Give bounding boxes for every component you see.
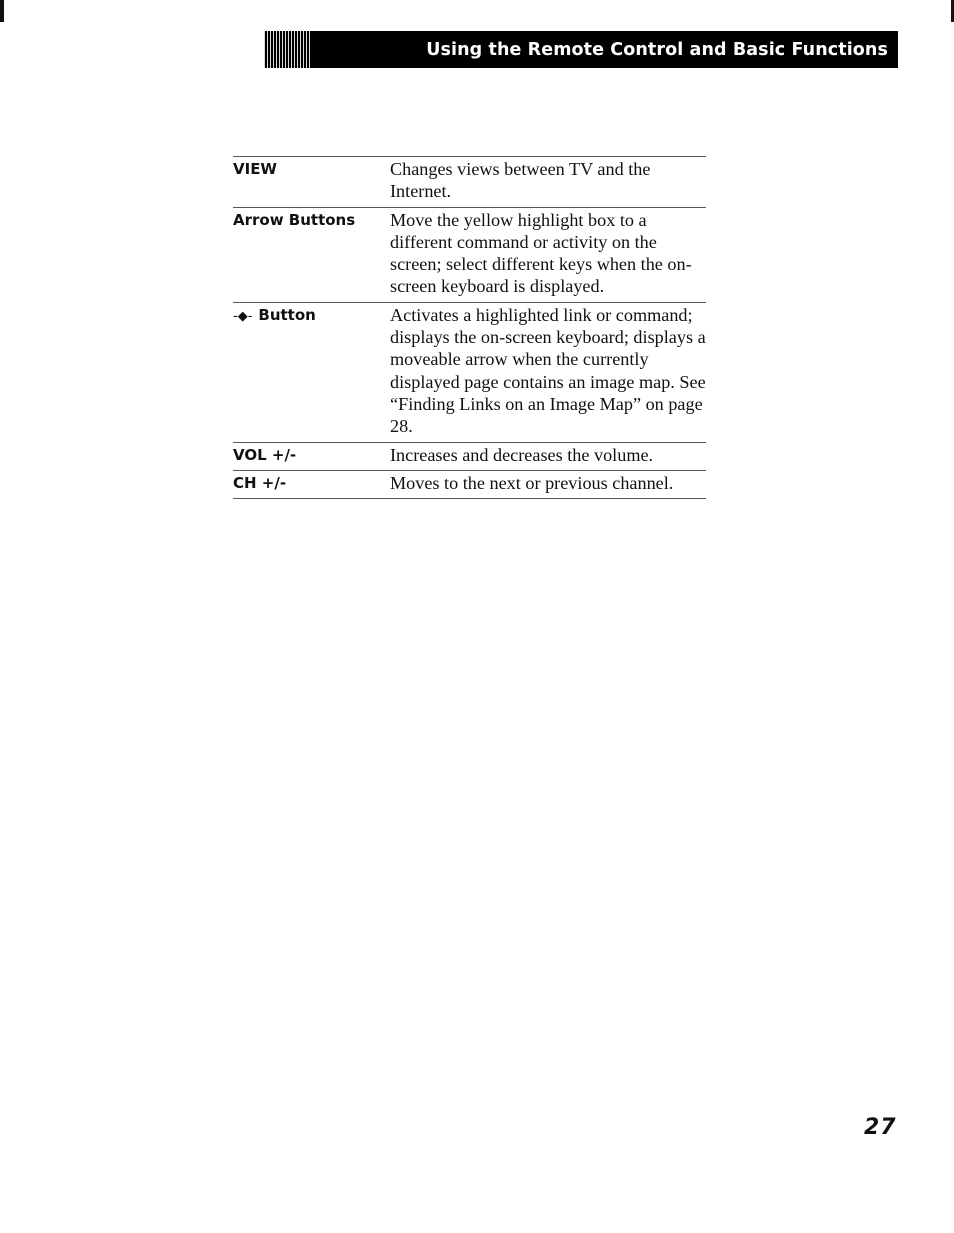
header-fade-decoration xyxy=(264,31,312,68)
select-button-icon: -◆- xyxy=(233,308,253,324)
button-description: Move the yellow highlight box to a different command or activity on the screen; select different keys when the on-screen keyboard is displayed. xyxy=(390,209,692,297)
button-description: Activates a highlighted link or command; displays the on-screen keyboard; displays a moveable arrow when the currently displayed page contains an image map. See “Finding Links on an Image Map” on page 28. xyxy=(390,304,706,437)
section-header-title: Using the Remote Control and Basic Functions xyxy=(426,39,888,60)
button-description: Moves to the next or previous channel. xyxy=(390,472,674,493)
table-row xyxy=(233,470,706,499)
page-number: 27 xyxy=(864,1115,897,1140)
button-term: Button xyxy=(258,305,316,324)
table-row xyxy=(233,302,706,442)
button-description: Changes views between TV and the Internet. xyxy=(390,159,651,202)
button-term: VIEW xyxy=(233,160,277,178)
section-header-bar xyxy=(264,31,898,68)
button-term: CH +/- xyxy=(233,473,287,492)
table-row xyxy=(233,156,706,207)
page-edge-mark-left xyxy=(0,0,4,22)
button-term: VOL +/- xyxy=(233,445,297,464)
button-description: Increases and decreases the volume. xyxy=(390,444,654,465)
button-function-table xyxy=(233,156,706,499)
table-row xyxy=(233,442,706,470)
table-row xyxy=(233,207,706,302)
button-term: Arrow Buttons xyxy=(233,210,356,229)
button-term-with-icon xyxy=(233,303,390,442)
